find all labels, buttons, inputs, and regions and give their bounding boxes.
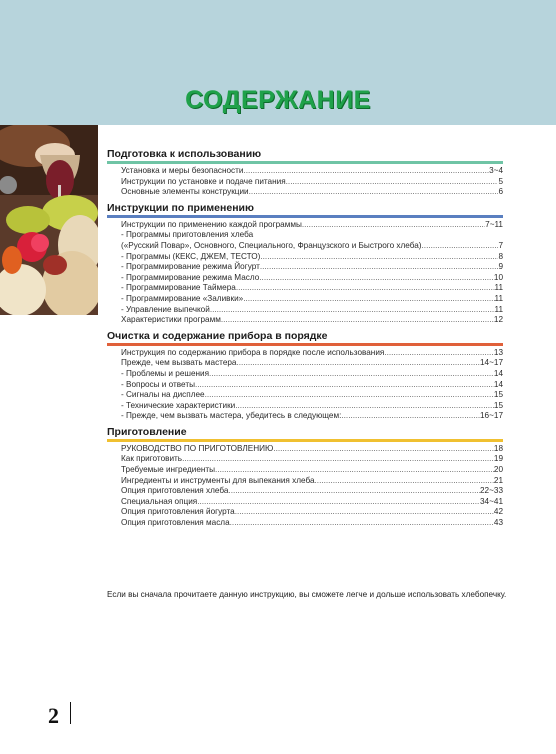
entry-label: Ингредиенты и инструменты для выпекания хлеба — [121, 475, 315, 485]
entry-label: Инструкции по применению каждой программы — [121, 219, 302, 229]
entry-page: 20 — [493, 465, 503, 475]
entry-page: 7 — [498, 240, 503, 250]
section-title: Очистка и содержание прибора в порядке — [107, 329, 328, 342]
page-title: СОДЕРЖАНИЕ — [185, 86, 371, 114]
entry-label: Установка и меры безопасности — [121, 166, 244, 175]
entry-page: 12 — [493, 315, 503, 325]
entry-label: Характеристики программ — [121, 315, 221, 325]
toc-entry — [107, 401, 503, 412]
toc-entry — [107, 465, 503, 476]
dot-leader — [209, 369, 494, 380]
dot-leader — [230, 518, 494, 529]
dot-leader — [205, 390, 494, 401]
dot-leader — [197, 497, 480, 508]
dot-leader — [243, 166, 489, 177]
food-photo — [0, 125, 98, 315]
entry-page: 14~17 — [480, 358, 503, 368]
dot-leader — [422, 241, 499, 252]
entry-label: - Технические характеристики — [121, 400, 236, 410]
page-number: 2 — [48, 703, 59, 728]
dot-leader — [182, 454, 494, 465]
toc-entry — [107, 305, 503, 316]
toc-entry — [107, 187, 503, 198]
entry-label: Инструкция по содержанию прибора в порядке после использования — [121, 347, 385, 357]
entry-page: 22~33 — [480, 486, 503, 496]
entry-page: 11 — [494, 293, 503, 303]
toc-entry — [107, 454, 503, 465]
entry-page: 19 — [493, 454, 503, 464]
entry-label: - Проблемы и решения — [121, 368, 210, 378]
dot-leader — [286, 177, 499, 188]
dot-leader — [243, 294, 494, 305]
entry-page: 14 — [493, 379, 503, 389]
toc-entry — [107, 358, 503, 369]
toc-entry — [107, 262, 503, 273]
toc-entry — [107, 444, 503, 455]
entry-page: 10 — [493, 272, 503, 282]
entry-label: Опция приготовления йогурта — [121, 507, 235, 517]
toc-entry — [107, 230, 503, 241]
food-photo-image — [0, 125, 98, 315]
toc-entry — [107, 411, 503, 422]
entry-label: - Программирование режима Масло — [121, 272, 260, 282]
toc-entry — [107, 390, 503, 401]
entry-label: - Управление выпечкой — [121, 304, 210, 314]
dot-leader — [221, 315, 494, 326]
entry-page: 18 — [493, 443, 503, 453]
entry-label: - Программирование Таймера — [121, 283, 236, 293]
toc-entry — [107, 380, 503, 391]
entry-label: Основные элементы конструкции — [121, 187, 249, 197]
footnote: Если вы сначала прочитаете данную инструкцию, вы сможете легче и дольше использовать хлебопечку. — [107, 590, 507, 599]
toc-entry — [107, 166, 503, 177]
dot-leader — [249, 187, 499, 198]
entry-label: Опция приготовления хлеба — [121, 486, 229, 496]
entry-page: 5 — [498, 176, 503, 186]
toc-entry — [107, 315, 503, 326]
toc-entry — [107, 177, 503, 188]
entry-label: Требуемые ингредиенты — [121, 465, 216, 475]
entry-page: 21 — [493, 475, 503, 485]
toc-entry — [107, 518, 503, 529]
toc-entry — [107, 497, 503, 508]
entry-page: 43 — [493, 518, 503, 528]
section-divider — [107, 343, 503, 346]
entry-label: Опция приготовления масла — [121, 518, 230, 528]
entry-page: 7~11 — [485, 219, 503, 229]
section-divider — [107, 161, 503, 164]
entry-page: 11 — [494, 283, 503, 293]
dot-leader — [235, 507, 494, 518]
toc-entry — [107, 507, 503, 518]
toc-entry — [107, 220, 503, 231]
entry-page: 8 — [498, 251, 503, 261]
entry-page: 34~41 — [480, 496, 503, 506]
dot-leader — [236, 358, 480, 369]
entry-label: Прежде, чем вызвать мастера — [121, 358, 237, 368]
entry-label: - Программирование режима Йогурт — [121, 262, 260, 272]
entry-label: - Программы (КЕКС, ДЖЕМ, ТЕСТО) — [121, 251, 261, 261]
entry-label: - Сигналы на дисплее — [121, 390, 205, 400]
toc-entry — [107, 273, 503, 284]
entry-page: 14 — [493, 368, 503, 378]
dot-leader — [228, 486, 480, 497]
section-title: Подготовка к использованию — [107, 148, 262, 160]
toc-entry — [107, 252, 503, 263]
entry-label: - Программы приготовления хлеба — [121, 230, 254, 240]
entry-label: Специальная опция — [121, 496, 198, 506]
dot-leader — [235, 401, 494, 412]
toc-entry — [107, 241, 503, 252]
entry-page: 11 — [494, 304, 503, 314]
toc-entry — [107, 476, 503, 487]
entry-page: 9 — [498, 262, 503, 272]
entry-label: - Программирование «Заливки» — [121, 293, 244, 303]
dot-leader — [259, 273, 494, 284]
section-divider — [107, 439, 503, 442]
dot-leader — [384, 348, 494, 359]
entry-label: РУКОВОДСТВО ПО ПРИГОТОВЛЕНИЮ — [121, 443, 274, 453]
toc-section — [107, 426, 503, 529]
entry-page: 13 — [493, 347, 503, 357]
entry-label: Как приготовить — [121, 454, 183, 464]
toc-section — [107, 202, 503, 326]
toc-entry — [107, 486, 503, 497]
entry-label: - Прежде, чем вызвать мастера, убедитесь в следующем: — [121, 411, 342, 421]
dot-leader — [315, 476, 494, 487]
dot-leader — [260, 252, 498, 263]
dot-leader — [215, 465, 494, 476]
dot-leader — [302, 220, 485, 231]
entry-label: - Вопросы и ответы — [121, 379, 195, 389]
toc-section — [107, 148, 503, 198]
entry-page: 3~4 — [489, 166, 503, 175]
toc-entry — [107, 348, 503, 359]
table-of-contents — [107, 148, 503, 533]
toc-entry — [107, 283, 503, 294]
dot-leader — [273, 444, 494, 455]
entry-page: 16~17 — [480, 411, 503, 421]
entry-page: 6 — [498, 187, 503, 197]
toc-entry — [107, 369, 503, 380]
entry-page: 15 — [493, 400, 503, 410]
toc-entry — [107, 294, 503, 305]
dot-leader — [195, 380, 494, 391]
dot-leader — [236, 283, 495, 294]
toc-section — [107, 330, 503, 422]
section-divider — [107, 215, 503, 218]
entry-page: 15 — [493, 390, 503, 400]
section-title: Приготовление — [107, 425, 187, 438]
section-title: Инструкции по применению — [107, 201, 254, 214]
entry-page: 42 — [493, 507, 503, 517]
dot-leader — [341, 411, 480, 422]
entry-label: («Русский Повар», Основного, Специального, Французского и Быстрого хлеба) — [121, 240, 422, 250]
dot-leader — [260, 262, 499, 273]
page-number-divider — [70, 702, 71, 724]
entry-label: Инструкции по установке и подаче питания — [121, 176, 286, 186]
dot-leader — [210, 305, 495, 316]
